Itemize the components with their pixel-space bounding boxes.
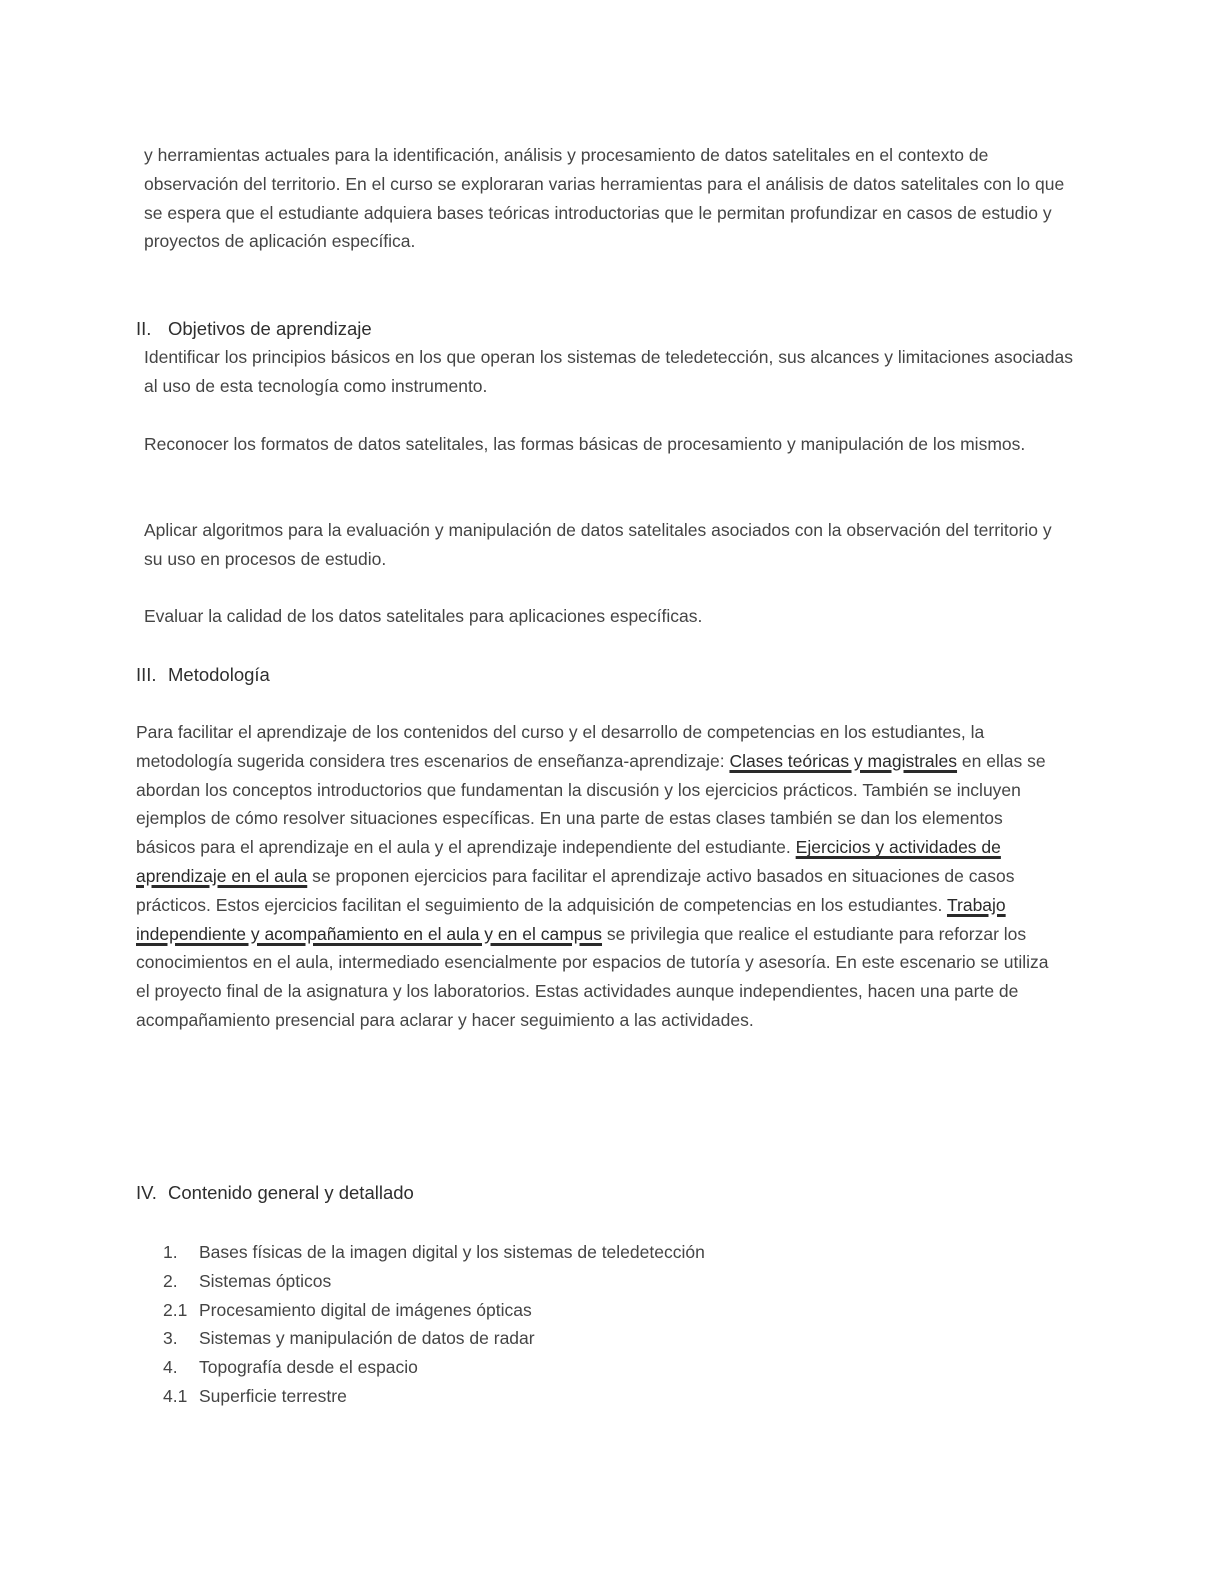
item-label: Sistemas ópticos: [199, 1270, 332, 1291]
item-number: 2.1: [163, 1299, 188, 1320]
section-title: Contenido general y detallado: [168, 1182, 414, 1203]
objective-item: Aplicar algoritmos para la evaluación y manipulación de datos satelitales asociados con la observación del territorio y su uso en procesos de estudio.: [144, 520, 1052, 569]
methodology-paragraph: [136, 718, 1051, 1035]
content-list: [163, 1238, 705, 1411]
content-list-item: [163, 1238, 705, 1267]
objective-item: Evaluar la calidad de los datos satelitales para aplicaciones específicas.: [144, 606, 703, 626]
content-list-item: [163, 1324, 705, 1353]
section-heading-content: [136, 1181, 414, 1205]
link-clases-teoricas[interactable]: Clases teóricas y magistrales: [729, 750, 958, 771]
link-ejercicios[interactable]: Ejercicios y actividades de aprendizaje en el aula: [136, 837, 1001, 886]
methodology-intro: Para facilitar el aprendizaje de los contenidos del curso y el desarrollo de competencias en los estudiantes, la metodología sugerida considera tres escenarios de enseñanza-aprendizaje:: [136, 722, 985, 771]
section-title: Metodología: [168, 664, 270, 685]
item-label: Superficie terrestre: [199, 1385, 347, 1406]
section-heading-methodology: [136, 663, 270, 687]
section-number: III.: [136, 664, 157, 685]
item-number: 4.: [163, 1357, 178, 1378]
item-label: Sistemas y manipulación de datos de radar: [199, 1328, 535, 1349]
methodology-text: se privilegia que realice el estudiante para reforzar los conocimientos en el aula, intermediado esencialmente por espacios de tutoría y asesoría. En este escenario se utiliza el proyecto final de la asignatura y los laboratorios. Estas actividades aunque independientes, hacen una parte de acompañamiento presencial para aclarar y hacer seguimiento a las actividades.: [136, 923, 1049, 1030]
item-label: Bases físicas de la imagen digital y los sistemas de teledetección: [199, 1242, 705, 1262]
link-trabajo-independiente[interactable]: Trabajo independiente y acompañamiento en el aula y en el campus: [136, 894, 1006, 944]
item-number: 4.1: [163, 1385, 188, 1406]
item-number: 1.: [163, 1242, 178, 1262]
content-list-item: [163, 1267, 705, 1296]
item-number: 3.: [163, 1328, 178, 1349]
objective-item: Identificar los principios básicos en los que operan los sistemas de teledetección, sus alcances y limitaciones asociadas al uso de esta tecnología como instrumento.: [144, 347, 1073, 396]
objective-item: Reconocer los formatos de datos satelitales, las formas básicas de procesamiento y manipulación de los mismos.: [144, 434, 1026, 454]
item-label: Topografía desde el espacio: [199, 1357, 418, 1378]
section-title: Objetivos de aprendizaje: [168, 318, 372, 339]
section-number: IV.: [136, 1182, 157, 1203]
item-label: Procesamiento digital de imágenes ópticas: [199, 1299, 532, 1320]
content-list-item: [163, 1353, 705, 1382]
section-number: II.: [136, 318, 152, 339]
content-list-item: [163, 1296, 705, 1325]
methodology-text: en ellas se abordan los conceptos introductorios que fundamentan la discusión y los ejercicios prácticos. También se incluyen ejemplos de cómo resolver situaciones específicas. En una parte de estas clases también se dan los elementos básicos para el aprendizaje en el aula y el aprendizaje independiente del estudiante.: [136, 750, 1046, 858]
section-heading-objectives: [136, 317, 372, 341]
item-number: 2.: [163, 1270, 178, 1291]
content-list-item: [163, 1382, 705, 1411]
intro-paragraph: y herramientas actuales para la identificación, análisis y procesamiento de datos satelitales en el contexto de observación del territorio. En el curso se exploraran varias herramientas para el análisis de datos satelitales con lo que se espera que el estudiante adquiera bases teóricas introductorias que le permitan profundizar en casos de estudio y proyectos de aplicación específica.: [144, 145, 1065, 252]
methodology-text: se proponen ejercicios para facilitar el aprendizaje activo basados en situaciones de casos prácticos. Estos ejercicios facilitan el seguimiento de la adquisición de competencias en los estudiantes.: [136, 865, 1015, 915]
